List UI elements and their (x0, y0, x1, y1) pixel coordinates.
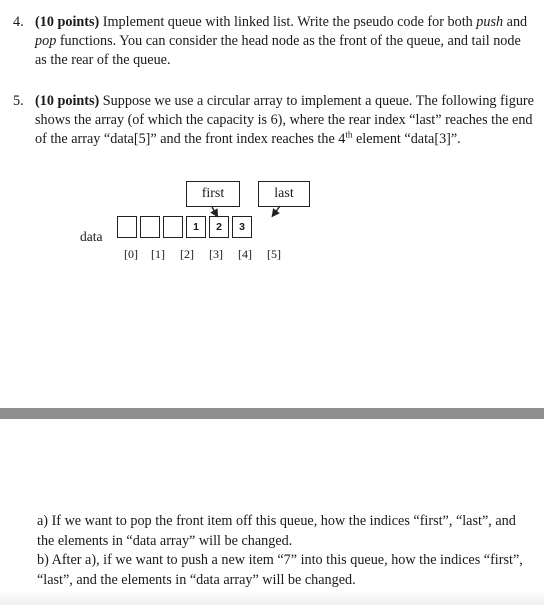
push-keyword: push (476, 14, 504, 30)
array-cell-5: 3 (232, 216, 252, 238)
question-5-text: (10 points) Suppose we use a circular array to implement a queue. The following figure shows the array (of which the capacity is 6), where the rear index “last” reaches the end of the array “data[5]” and the front index reaches the 4th element “data[3]”. (35, 93, 534, 147)
array-index-5: [5] (267, 247, 281, 261)
first-pointer-arrow (212, 207, 216, 214)
question-5-number: 5. (13, 93, 24, 109)
last-pointer-arrow (274, 206, 280, 214)
array-index-1: [1] (151, 247, 165, 261)
question-4-number: 4. (13, 14, 24, 30)
array-cell-1 (140, 216, 160, 238)
array-cell-3: 1 (186, 216, 206, 238)
array-index-2: [2] (180, 247, 194, 261)
array-index-4: [4] (238, 247, 252, 261)
subquestion-a: a) If we want to pop the front item off this queue, how the indices “first”, “last”, and the elements in “data array” will be changed. (37, 513, 516, 549)
array-cell-4: 2 (209, 216, 229, 238)
array-label: data (80, 229, 103, 244)
question-4-points: (10 points) (35, 14, 100, 30)
array-index-3: [3] (209, 247, 223, 261)
subquestion-b: b) After a), if we want to push a new item “7” into this queue, how the indices “first”, “last”, and the elements in “data array” will be changed. (37, 552, 523, 588)
array-index-0: [0] (124, 247, 138, 261)
page-bottom-shadow (0, 590, 544, 605)
first-pointer-label: first (201, 186, 225, 201)
question-5-points: (10 points) (35, 93, 100, 109)
last-pointer-label: last (274, 186, 294, 201)
question-4-text: (10 points) Implement queue with linked list. Write the pseudo code for both push and pop functions. You can consider the head node as the front of the queue, and tail node as the rear of the queue. (35, 14, 528, 68)
array-cell-2 (163, 216, 183, 238)
array-cell-0 (117, 216, 137, 238)
page-separator (0, 408, 544, 419)
pop-keyword: pop (35, 33, 57, 49)
data-array (117, 216, 255, 238)
